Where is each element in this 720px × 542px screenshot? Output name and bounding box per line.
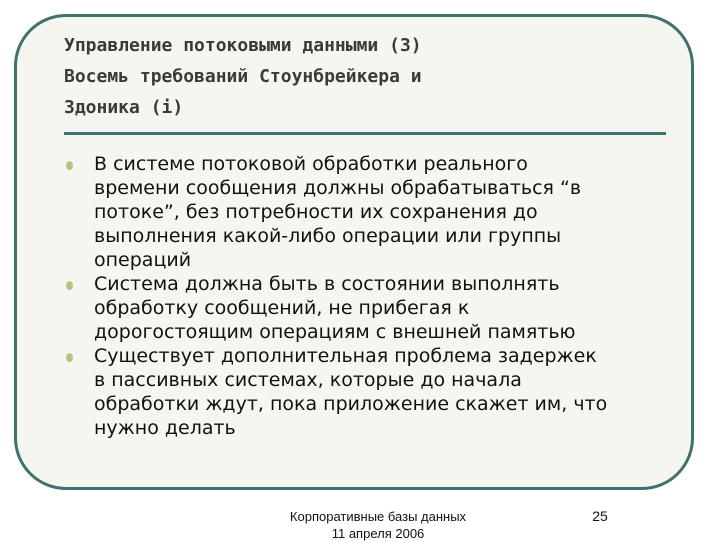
title-line: Восемь требований Стоунбрейкера и: [64, 66, 422, 87]
bullet-line: обработки ждут, пока приложение скажет им, что: [94, 393, 608, 415]
bullet-line: Система должна быть в состоянии выполнять: [94, 273, 560, 295]
bullet-item: [66, 344, 666, 440]
title-line: Здоника (i): [64, 97, 184, 118]
bullet-line: выполнения какой-либо операции или группы: [94, 225, 562, 247]
bullet-line: времени сообщения должны обрабатываться “в: [94, 177, 582, 199]
slide-number: 25: [592, 508, 608, 524]
slide-title: [64, 30, 674, 123]
bullet-line: в пассивных системах, которые до начала: [94, 369, 522, 391]
footer-info: [250, 508, 506, 542]
title-divider: [64, 132, 666, 135]
bullet-line: Существует дополнительная проблема задержек: [94, 345, 597, 367]
bullet-list: [66, 152, 666, 440]
bullet-line: обработку сообщений, не прибегая к: [94, 297, 470, 319]
bullet-item: [66, 272, 666, 344]
bullet-line: дорогостоящим операциям с внешней памятью: [94, 321, 576, 343]
bullet-dot-icon: [66, 281, 73, 290]
bullet-dot-icon: [66, 161, 73, 170]
bullet-item: [66, 152, 666, 272]
bullet-dot-icon: [66, 353, 73, 362]
bullet-line: нужно делать: [94, 417, 236, 439]
bullet-line: операций: [94, 249, 192, 271]
footer-course: Корпоративные базы данных: [289, 509, 467, 524]
title-line: Управление потоковыми данными (3): [64, 35, 422, 56]
bullet-line: потоке”, без потребности их сохранения до: [94, 201, 538, 223]
bullet-line: В системе потоковой обработки реального: [94, 153, 528, 175]
footer-date: 11 апреля 2006: [331, 526, 425, 541]
